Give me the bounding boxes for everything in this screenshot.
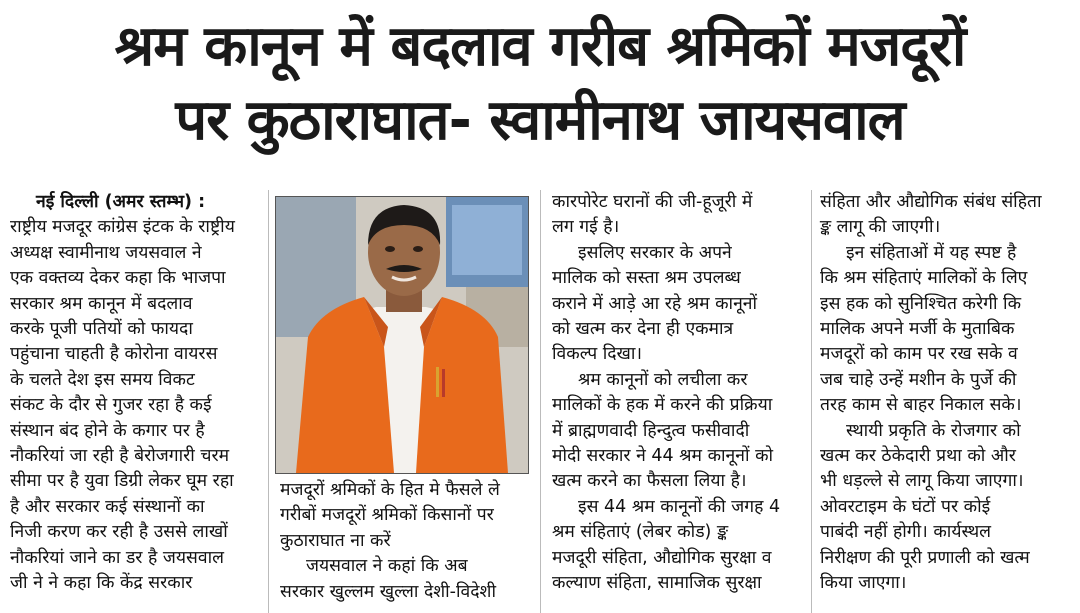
- text-line: निजी करण कर रही है उससे लाखों: [10, 522, 228, 543]
- text-line: कि श्रम संहिताएं मालिकों के लिए: [820, 268, 1028, 289]
- portrait-image: [276, 197, 528, 473]
- text-line: पहुंचाना चाहती है कोरोना वायरस: [10, 344, 218, 365]
- text-line: मालिक को सस्ता श्रम उपलब्ध: [552, 268, 741, 289]
- text-line: तरह काम से बाहर निकाल सके।: [820, 395, 1022, 416]
- text-line: संस्थान बंद होने के कगार पर है: [10, 420, 205, 441]
- text-line: मजदूरी संहिता, औद्योगिक सुरक्षा व: [552, 547, 772, 568]
- column-divider: [811, 190, 812, 613]
- text-line: खत्म करने का फैसला लिया है।: [552, 471, 747, 492]
- column-divider: [540, 190, 541, 613]
- text-line: जी ने ने कहा कि केंद्र सरकार: [10, 573, 193, 594]
- headline-line-2: पर कुठाराघात- स्वामीनाथ जायसवाल: [175, 88, 905, 153]
- text-line: नौकरियां जाने का डर है जयसवाल: [10, 547, 224, 568]
- text-line: अध्यक्ष स्वामीनाथ जयसवाल ने: [10, 242, 202, 263]
- text-line: कराने में आड़े आ रहे श्रम कानूनों: [552, 293, 758, 314]
- text-line: को खत्म कर देना ही एकमात्र: [552, 319, 734, 340]
- column-2-body: [280, 554, 526, 605]
- text-line: खत्म कर ठेकेदारी प्रथा को और: [820, 446, 1016, 467]
- paragraph: [552, 190, 802, 241]
- caption-line: गरीबों मजदूरों श्रमिकों किसानों पर: [280, 505, 494, 526]
- text-line: पाबंदी नहीं होगी। कार्यस्थल: [820, 522, 991, 543]
- article-photo: [275, 196, 529, 474]
- text-line: किया जाएगा।: [820, 573, 907, 594]
- text-line: स्थायी प्रकृति के रोजगार को: [846, 420, 1021, 441]
- caption-line: मजदूरों श्रमिकों के हित मे फैसले ले: [280, 480, 500, 500]
- text-line: सीमा पर है युवा डिग्री लेकर घूम रहा: [10, 471, 234, 492]
- text-line: मालिकों के हक में करने की प्रक्रिया: [552, 395, 773, 416]
- text-line: में ब्राह्मणवादी हिन्दुत्व फसीवादी: [552, 420, 750, 441]
- text-line: राष्ट्रीय मजदूर कांग्रेस इंटक के राष्ट्रीय: [10, 217, 235, 238]
- text-line: श्रम संहिताएं (लेबर कोड) ङ्क: [552, 522, 729, 543]
- text-line: संकट के दौर से गुजर रहा है कई: [10, 395, 212, 416]
- text-line: विकल्प दिखा।: [552, 344, 643, 365]
- text-line: लग गई है।: [552, 217, 620, 238]
- text-line: कल्याण संहिता, सामाजिक सुरक्षा: [552, 573, 762, 594]
- article-column-2: [280, 478, 526, 605]
- column-divider: [268, 190, 269, 613]
- text-line: सरकार श्रम कानून में बदलाव: [10, 293, 193, 314]
- text-line: इन संहिताओं में यह स्पष्ट है: [846, 242, 1017, 263]
- text-line: इसलिए सरकार के अपने: [578, 242, 732, 263]
- headline: [0, 0, 1080, 154]
- text-line: एक वक्तव्य देकर कहा कि भाजपा: [10, 268, 226, 289]
- paragraph: [820, 241, 1070, 419]
- text-line: भी धड़ल्ले से लागू किया जाएगा।: [820, 471, 1024, 492]
- text-line: के चलते देश इस समय विकट: [10, 369, 195, 390]
- paragraph: [820, 190, 1070, 241]
- text-line: मजदूरों को काम पर रख सके व: [820, 344, 1018, 365]
- text-line: इस हक को सुनिश्चित करेगी कि: [820, 293, 1022, 314]
- headline-line-1: श्रम कानून में बदलाव गरीब श्रमिकों मजदूरों: [114, 14, 966, 79]
- text-line: करके पूजी पतियों को फायदा: [10, 319, 193, 340]
- text-line: है और सरकार कई संस्थानों का: [10, 496, 205, 517]
- text-line: मोदी सरकार ने 44 श्रम कानूनों को: [552, 446, 774, 467]
- article-column-4: [820, 190, 1070, 597]
- paragraph: [552, 368, 802, 495]
- text-line: जब चाहे उन्हें मशीन के पुर्जे की: [820, 369, 1017, 390]
- paragraph: [820, 419, 1070, 597]
- text-line: श्रम कानूनों को लचीला कर: [578, 369, 748, 390]
- text-line: सरकार खुल्लम खुल्ला देशी-विदेशी: [280, 581, 496, 602]
- text-line: मालिक अपने मर्जी के मुताबिक: [820, 319, 1015, 340]
- text-line: ओवरटाइम के घंटों पर कोई: [820, 496, 991, 517]
- photo-caption: [280, 478, 526, 554]
- paragraph: [552, 241, 802, 368]
- text-line: निरीक्षण की पूरी प्रणाली को खत्म: [820, 547, 1030, 568]
- text-line: नौकरियां जा रही है बेरोजगारी चरम: [10, 446, 230, 467]
- text-line: जयसवाल ने कहां कि अब: [306, 556, 468, 577]
- text-line: ङ्क लागू की जाएगी।: [820, 217, 941, 238]
- article-column-1: [10, 190, 262, 597]
- text-line: संहिता और औद्योगिक संबंध संहिता: [820, 192, 1042, 212]
- column-1-body: [10, 215, 262, 596]
- dateline-text: नई दिल्ली (अमर स्तम्भ) :: [36, 192, 206, 212]
- article-column-3: [552, 190, 802, 597]
- paragraph: [552, 495, 802, 597]
- text-line: इस 44 श्रम कानूनों की जगह 4: [578, 496, 781, 517]
- caption-line: कुठाराघात ना करें: [280, 530, 391, 551]
- text-line: कारपोरेट घरानों की जी-हूजूरी में: [552, 192, 753, 212]
- dateline: [10, 190, 262, 215]
